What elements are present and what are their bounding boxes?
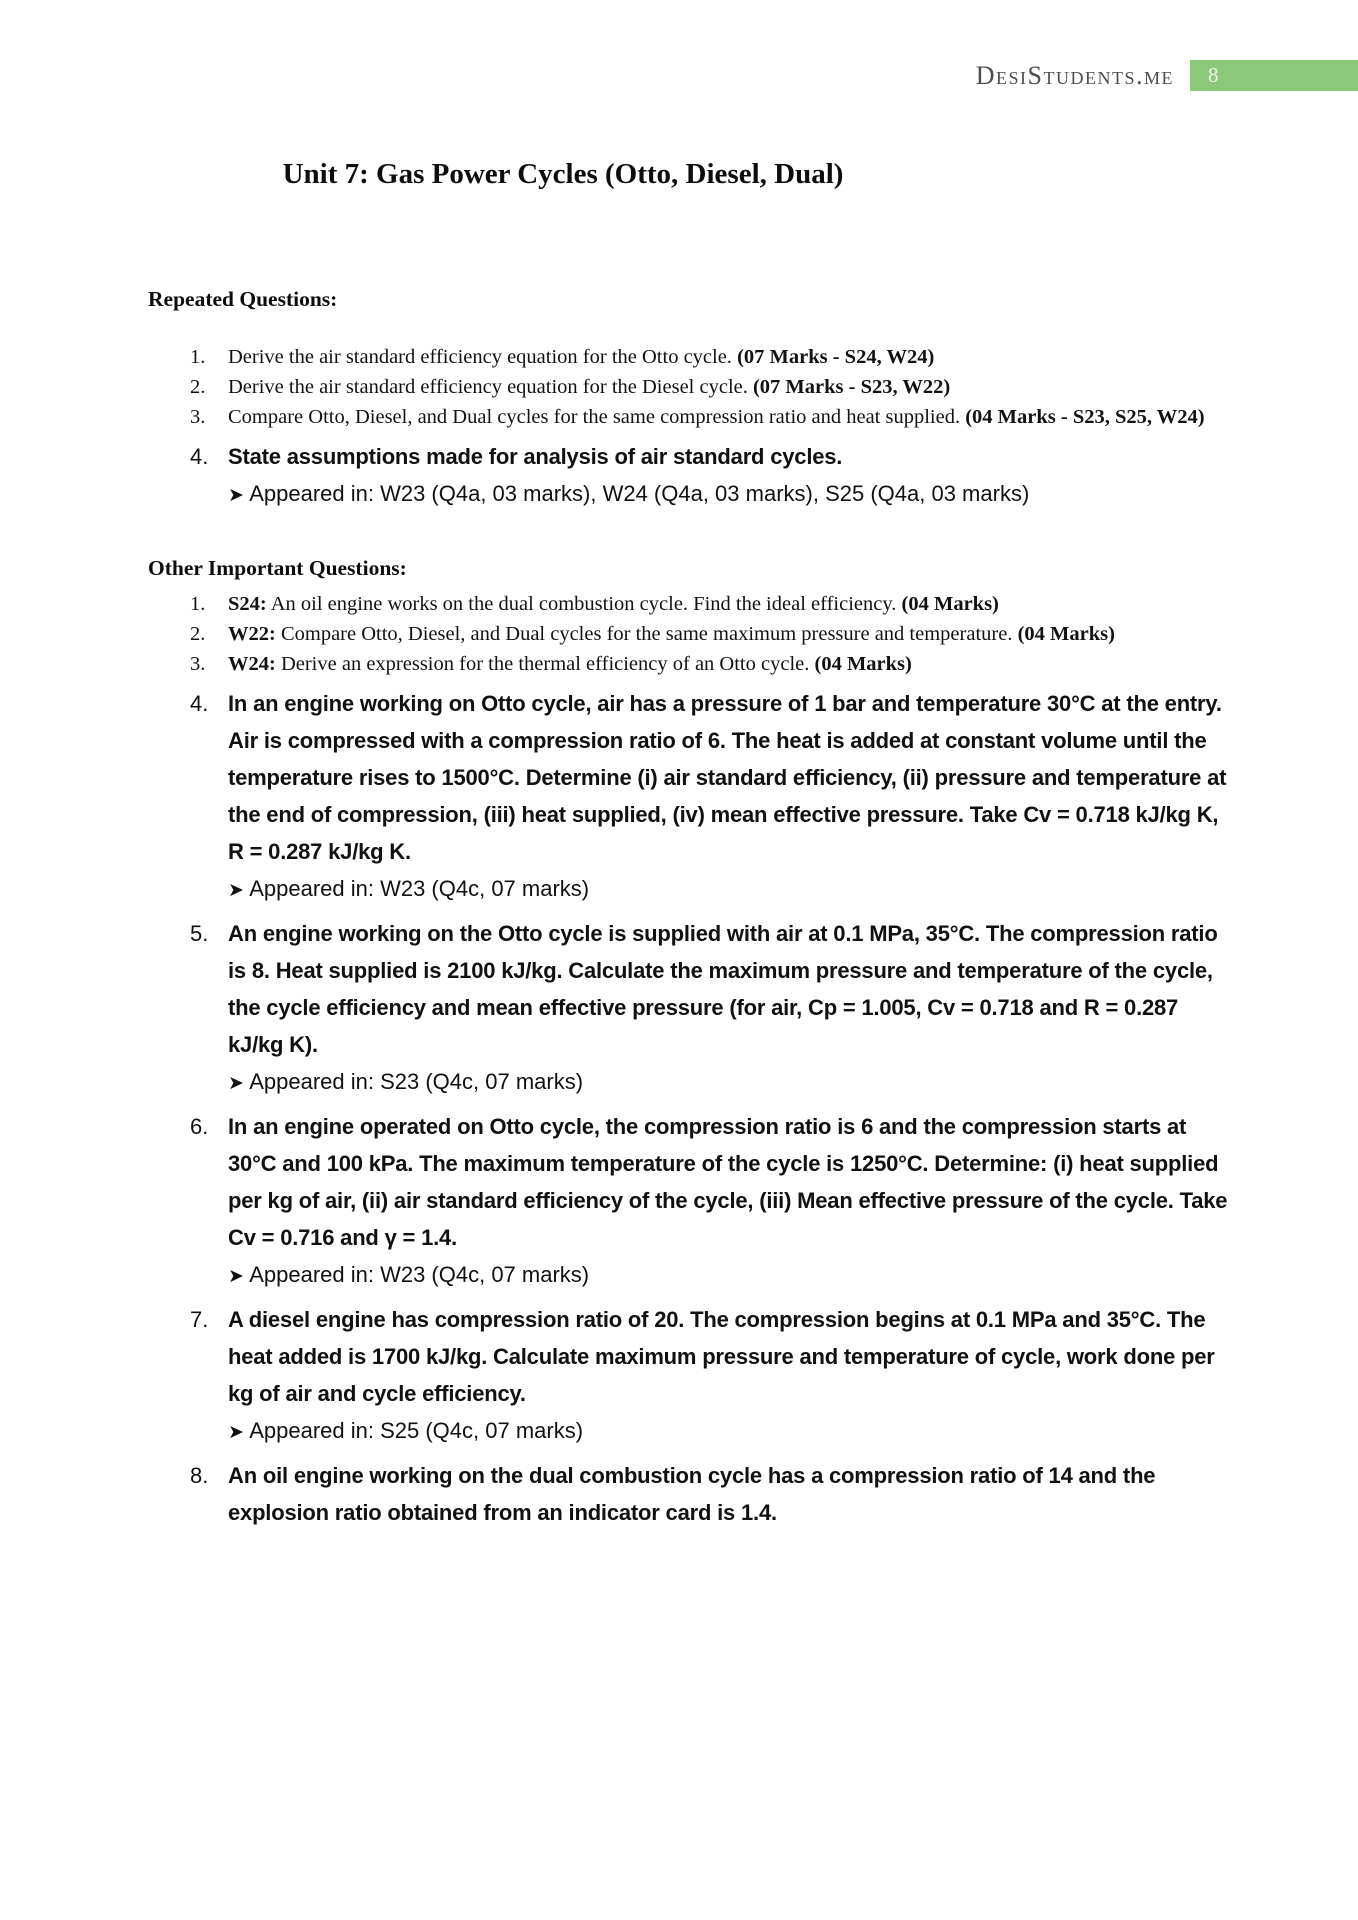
question-text: Derive the air standard efficiency equation for the Otto cycle. (07 Marks - S24, W24): [228, 346, 935, 368]
arrow-icon: ➤: [228, 1266, 250, 1287]
item-number: 5.: [190, 921, 209, 946]
question-text: Derive the air standard efficiency equation for the Diesel cycle. (07 Marks - S23, W22): [228, 376, 951, 398]
item-number: 6.: [190, 1114, 209, 1139]
item-number: 1.: [190, 346, 206, 368]
item-number: 3.: [190, 406, 206, 428]
question-text: W24: Derive an expression for the thermal efficiency of an Otto cycle. (04 Marks): [228, 653, 912, 675]
question-text: A diesel engine has compression ratio of 20. The compression begins at 0.1 MPa and 35°C. The heat added is 1700 kJ/kg. Calculate maximum pressure and temperature of cycle, work done per kg of air and cycle efficiency.: [228, 1307, 1215, 1406]
arrow-icon: ➤: [228, 880, 250, 901]
question-item: [190, 438, 1228, 514]
question-text: State assumptions made for analysis of air standard cycles.: [228, 444, 843, 469]
item-number: 7.: [190, 1307, 209, 1332]
question-list: [148, 589, 1228, 1531]
question-text: An engine working on the Otto cycle is supplied with air at 0.1 MPa, 35°C. The compression ratio is 8. Heat supplied is 2100 kJ/kg. Calculate the maximum pressure and temperature of the cycle, the cycle efficiency and mean effective pressure (for air, Cp = 1.005, Cv = 0.718 and R = 0.287 kJ/kg K).: [228, 921, 1218, 1057]
question-item: [190, 342, 1228, 372]
questions-main: [148, 287, 1228, 1531]
section-heading: Repeated Questions:: [148, 287, 338, 311]
question-item: [190, 1457, 1228, 1531]
appeared-note: ➤ Appeared in: S23 (Q4c, 07 marks): [228, 1069, 584, 1094]
section-heading: Other Important Questions:: [148, 556, 407, 580]
question-text: An oil engine working on the dual combustion cycle has a compression ratio of 14 and the explosion ratio obtained from an indicator card is 1.4.: [228, 1463, 1156, 1525]
arrow-icon: ➤: [228, 1073, 250, 1094]
item-number: 4.: [190, 444, 209, 469]
appeared-note: ➤ Appeared in: W23 (Q4a, 03 marks), W24 (Q4a, 03 marks), S25 (Q4a, 03 marks): [228, 481, 1030, 506]
question-section: [148, 556, 1228, 1531]
item-number: 2.: [190, 623, 206, 645]
question-text: S24: An oil engine works on the dual combustion cycle. Find the ideal efficiency. (04 Marks): [228, 593, 999, 615]
question-item: [190, 1108, 1228, 1295]
question-text: Compare Otto, Diesel, and Dual cycles for the same compression ratio and heat supplied. (04 Marks - S23, S25, W24): [228, 406, 1205, 428]
question-list: [148, 342, 1228, 514]
question-text: In an engine operated on Otto cycle, the compression ratio is 6 and the compression starts at 30°C and 100 kPa. The maximum temperature of the cycle is 1250°C. Determine: (i) heat supplied per kg of air, (ii) air standard efficiency of the cycle, (iii) Mean effective pressure of the cycle. Take Cv = 0.716 and γ = 1.4.: [228, 1114, 1228, 1250]
question-item: [190, 1301, 1228, 1451]
question-body: [228, 589, 1228, 619]
appeared-note: ➤ Appeared in: W23 (Q4c, 07 marks): [228, 1262, 590, 1287]
question-body: [228, 619, 1228, 649]
question-item: [190, 619, 1228, 649]
page-header: [0, 60, 1358, 91]
question-item: [190, 685, 1228, 909]
site-name: DesiStudents.me: [975, 60, 1174, 90]
question-body: [228, 1301, 1228, 1451]
question-body: [228, 372, 1228, 402]
question-section: [148, 287, 1228, 514]
question-body: [228, 685, 1228, 909]
question-body: [228, 649, 1228, 679]
question-body: [228, 342, 1228, 372]
page-title: Unit 7: Gas Power Cycles (Otto, Diesel, Dual): [282, 158, 844, 190]
question-item: [190, 372, 1228, 402]
page-number: 8: [1208, 63, 1219, 87]
question-body: [228, 1457, 1228, 1531]
question-item: [190, 915, 1228, 1102]
page-number-badge: [1190, 60, 1358, 91]
item-number: 2.: [190, 376, 206, 398]
question-body: [228, 915, 1228, 1102]
question-item: [190, 589, 1228, 619]
appeared-note: ➤ Appeared in: W23 (Q4c, 07 marks): [228, 876, 590, 901]
question-body: [228, 402, 1228, 432]
item-number: 1.: [190, 593, 206, 615]
question-item: [190, 402, 1228, 432]
arrow-icon: ➤: [228, 1422, 250, 1443]
item-number: 3.: [190, 653, 206, 675]
question-body: [228, 1108, 1228, 1295]
appeared-note: ➤ Appeared in: S25 (Q4c, 07 marks): [228, 1418, 584, 1443]
question-text: In an engine working on Otto cycle, air has a pressure of 1 bar and temperature 30°C at the entry. Air is compressed with a compression ratio of 6. The heat is added at constant volume until the temperature rises to 1500°C. Determine (i) air standard efficiency, (ii) pressure and temperature at the end of compression, (iii) heat supplied, (iv) mean effective pressure. Take Cv = 0.718 kJ/kg K, R = 0.287 kJ/kg K.: [228, 691, 1227, 864]
item-number: 4.: [190, 691, 209, 716]
question-body: [228, 438, 1228, 514]
question-item: [190, 649, 1228, 679]
question-text: W22: Compare Otto, Diesel, and Dual cycles for the same maximum pressure and temperature. (04 Marks): [228, 623, 1115, 645]
item-number: 8.: [190, 1463, 209, 1488]
arrow-icon: ➤: [228, 485, 250, 506]
